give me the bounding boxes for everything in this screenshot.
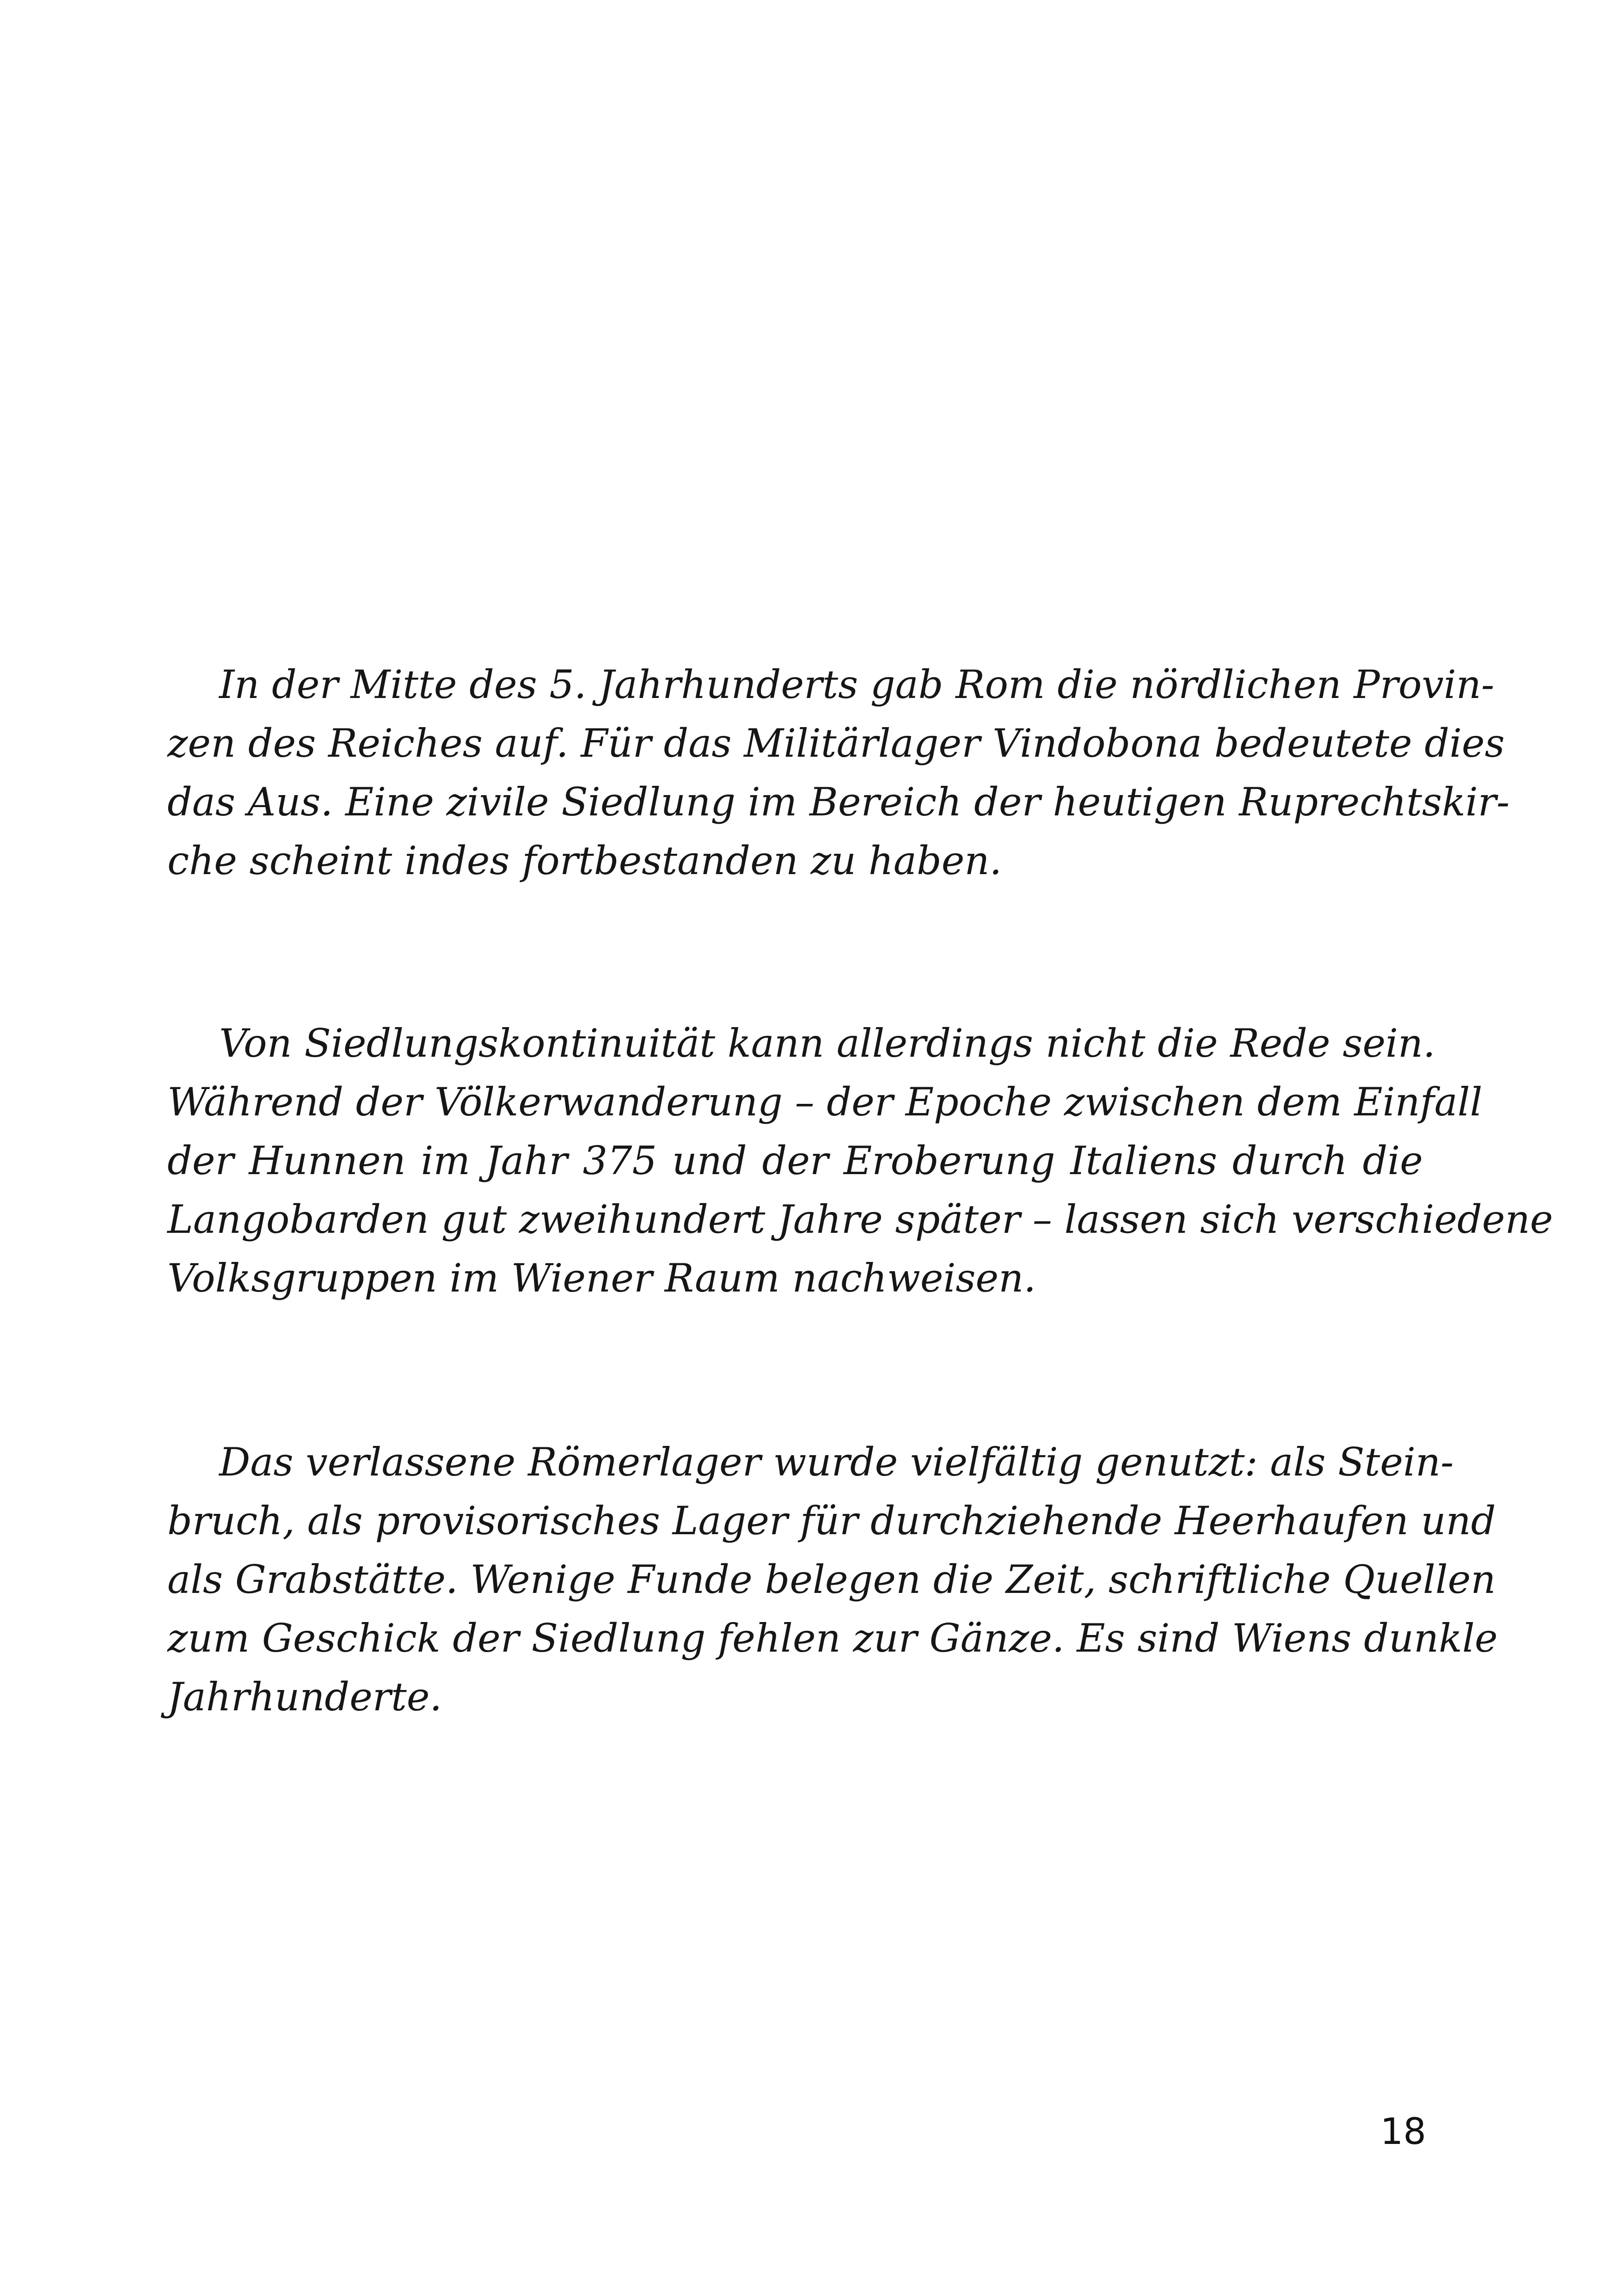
text-line: Das verlassene Römerlager wurde vielfältig genutzt: als Stein- bbox=[219, 1439, 1454, 1485]
text-line: In der Mitte des 5. Jahrhunderts gab Rom die nördlichen Provin- bbox=[219, 662, 1495, 707]
text-line: das Aus. Eine zivile Siedlung im Bereich der heutigen Ruprechtskir- bbox=[167, 779, 1510, 825]
text-line: bruch, als provisorisches Lager für durchziehende Heerhaufen und bbox=[167, 1498, 1496, 1543]
paragraph-3 bbox=[167, 1433, 1498, 1727]
text-line: zum Geschick der Siedlung fehlen zur Gänze. Es sind Wiens dunkle bbox=[167, 1616, 1498, 1661]
text-line: als Grabstätte. Wenige Funde belegen die Zeit, schriftliche Quellen bbox=[167, 1557, 1496, 1602]
text-line: Während der Völkerwanderung – der Epoche zwischen dem Einfall bbox=[167, 1079, 1483, 1125]
text-line: Volksgruppen im Wiener Raum nachweisen. bbox=[167, 1255, 1036, 1301]
text-line: che scheint indes fortbestanden zu haben. bbox=[167, 838, 1002, 883]
page-number: 18 bbox=[1380, 2111, 1426, 2153]
text-line: Von Siedlungskontinuität kann allerdings nicht die Rede sein. bbox=[219, 1021, 1435, 1066]
text-line: der Hunnen im Jahr 375 und der Eroberung Italiens durch die bbox=[167, 1138, 1423, 1183]
paragraph-2 bbox=[167, 1014, 1553, 1308]
text-line: Langobarden gut zweihundert Jahre später – lassen sich verschiedene bbox=[167, 1197, 1553, 1242]
text-line: Jahrhunderte. bbox=[167, 1674, 442, 1720]
paragraph-1 bbox=[167, 655, 1510, 890]
text-line: zen des Reiches auf. Für das Militärlager Vindobona bedeutete dies bbox=[167, 721, 1505, 766]
